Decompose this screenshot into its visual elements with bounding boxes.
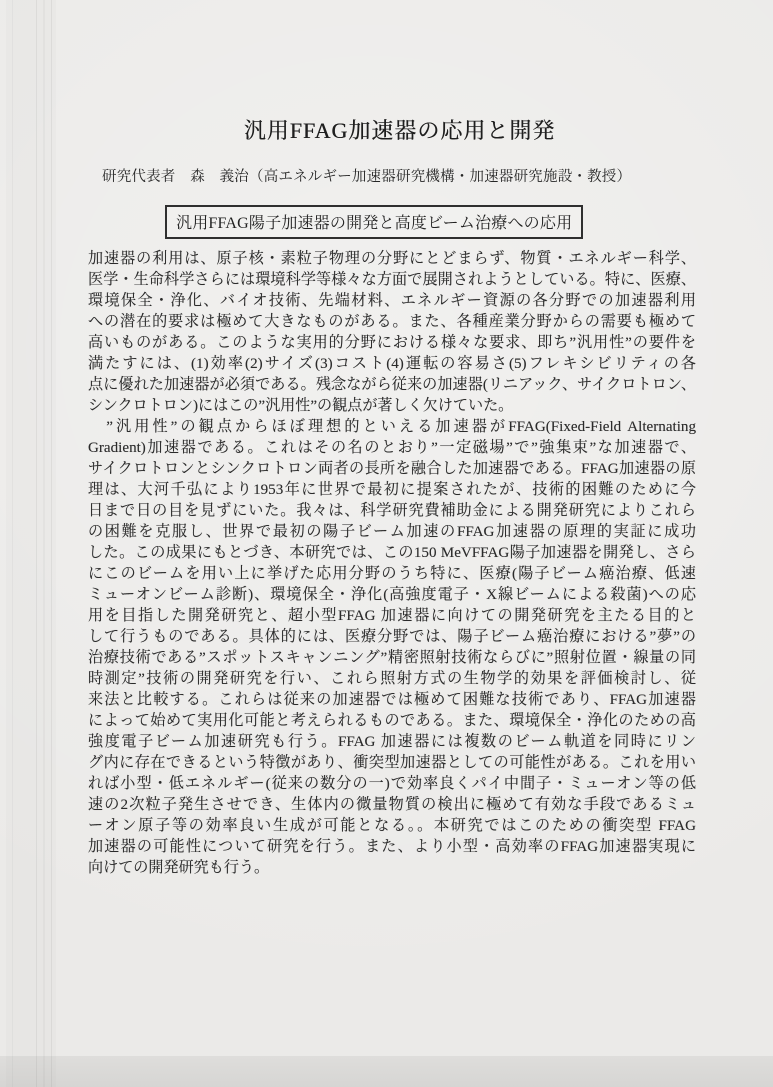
text-line: して行うものである。具体的には、医療分野では、陽子ビーム癌治療における”夢”の [88, 629, 696, 645]
text-line: 向けての開発研究も行う。 [88, 860, 270, 876]
text-line: 加速器の利用は、原子核・素粒子物理の分野にとどまらず、物質・エネルギー科学、 [88, 251, 696, 267]
text-line: ミューオンビーム診断)、環境保全・浄化(高強度電子・X線ビームによる殺菌)への応 [88, 587, 696, 603]
text-line: 治療技術である”スポットスキャンニング”精密照射技術ならびに”照射位置・線量の同 [88, 650, 696, 666]
boxed-subtitle: 汎用FFAG陽子加速器の開発と高度ビーム治療への応用 [165, 205, 583, 239]
text-line: 医学・生命科学さらには環境科学等様々な方面で展開されようとしている。特に、医療、 [88, 272, 696, 288]
text-line: 点に優れた加速器が必須である。残念ながら従来の加速器(リニアック、サイクロトロン、 [88, 377, 696, 393]
text-line: 満たすには、(1)効率(2)サイズ(3)コスト(4)運転の容易さ(5)フレキシビリティの各 [88, 356, 696, 372]
text-line: 理は、大河千弘により1953年に世界で最初に提案されたが、技術的困難のために今 [88, 482, 696, 498]
text-line: 用を目指した開発研究と、超小型FFAG 加速器に向けての開発研究を主たる目的と [88, 608, 696, 624]
document-body [88, 249, 696, 879]
scan-artifact-vertical-line [51, 0, 52, 1087]
document-title: 汎用FFAG加速器の応用と開発 [243, 118, 556, 143]
text-line: ーオン原子等の効率良い生成が可能となる。。本研究ではこのための衝突型 FFAG [88, 818, 696, 834]
text-line: サイクロトロンとシンクロトロン両者の長所を融合した加速器である。FFAG加速器の原 [88, 461, 696, 477]
text-line: 速の2次粒子発生させでき、生体内の微量物質の検出に極めて有効な手段であるミュ [88, 797, 696, 813]
text-line: によって始めて実用化可能と考えられるものである。また、環境保全・浄化のための高 [88, 713, 696, 729]
text-line: 日まで日の目を見ずにいた。我々は、科学研究費補助金による開発研究によりこれら [88, 503, 696, 519]
author-line: 研究代表者 森 義治（高エネルギー加速器研究機構・加速器研究施設・教授） [102, 169, 632, 185]
text-line: 時測定”技術の開発研究を行い、これら照射方式の生物学的効果を評価検討し、従 [88, 671, 696, 687]
text-line: 高いものがある。このような実用的分野における様々な要求、即ち”汎用性”の要件を [88, 335, 696, 351]
text-line: の困難を克服し、世界で最初の陽子ビーム加速のFFAG加速器の原理的実証に成功 [88, 524, 696, 540]
text-line: 来法と比較する。これらは従来の加速器では極めて困難な技術であり、FFAG加速器 [88, 692, 696, 708]
text-line: Gradient)加速器である。これはその名のとおり”一定磁場”で”強集束”な加速器で、 [88, 440, 696, 456]
text-line: シンクロトロン)にはこの”汎用性”の観点が著しく欠けていた。 [88, 398, 514, 414]
paragraph-1 [88, 249, 696, 417]
scan-artifact-vertical-line [43, 0, 45, 1087]
paragraph-2 [88, 417, 696, 879]
text-line: した。この成果にもとづき、本研究では、この150 MeVFFAG陽子加速器を開発し、さら [88, 545, 696, 561]
text-line: ”汎用性”の観点からほぼ理想的といえる加速器がFFAG(Fixed-Field Alternating [88, 419, 696, 435]
text-line: 環境保全・浄化、バイオ技術、先端材料、エネルギー資源の各分野での加速器利用 [88, 293, 696, 309]
scan-artifact-vertical-line [12, 0, 13, 1087]
text-line: れば小型・低エネルギー(従来の数分の一)で効率良くパイ中間子・ミューオン等の低 [88, 776, 696, 792]
text-line: グ内に存在できるという特徴があり、衝突型加速器としての可能性がある。これを用い [88, 755, 696, 771]
text-line: 加速器の可能性について研究を行う。また、より小型・高効率のFFAG加速器実現に [88, 839, 696, 855]
text-line: 強度電子ビーム加速研究も行う。FFAG 加速器には複数のビーム軌道を同時にリン [88, 734, 696, 750]
scan-artifact-vertical-line [36, 0, 37, 1087]
text-line: にこのビームを用い上に挙げた応用分野のうち特に、医療(陽子ビーム癌治療、低速 [88, 566, 696, 582]
scan-artifact-left-band [6, 0, 56, 1087]
scan-artifact-bottom-band [0, 1056, 773, 1087]
text-line: への潜在的要求は極めて大きなものがある。また、各種産業分野からの需要も極めて [88, 314, 696, 330]
